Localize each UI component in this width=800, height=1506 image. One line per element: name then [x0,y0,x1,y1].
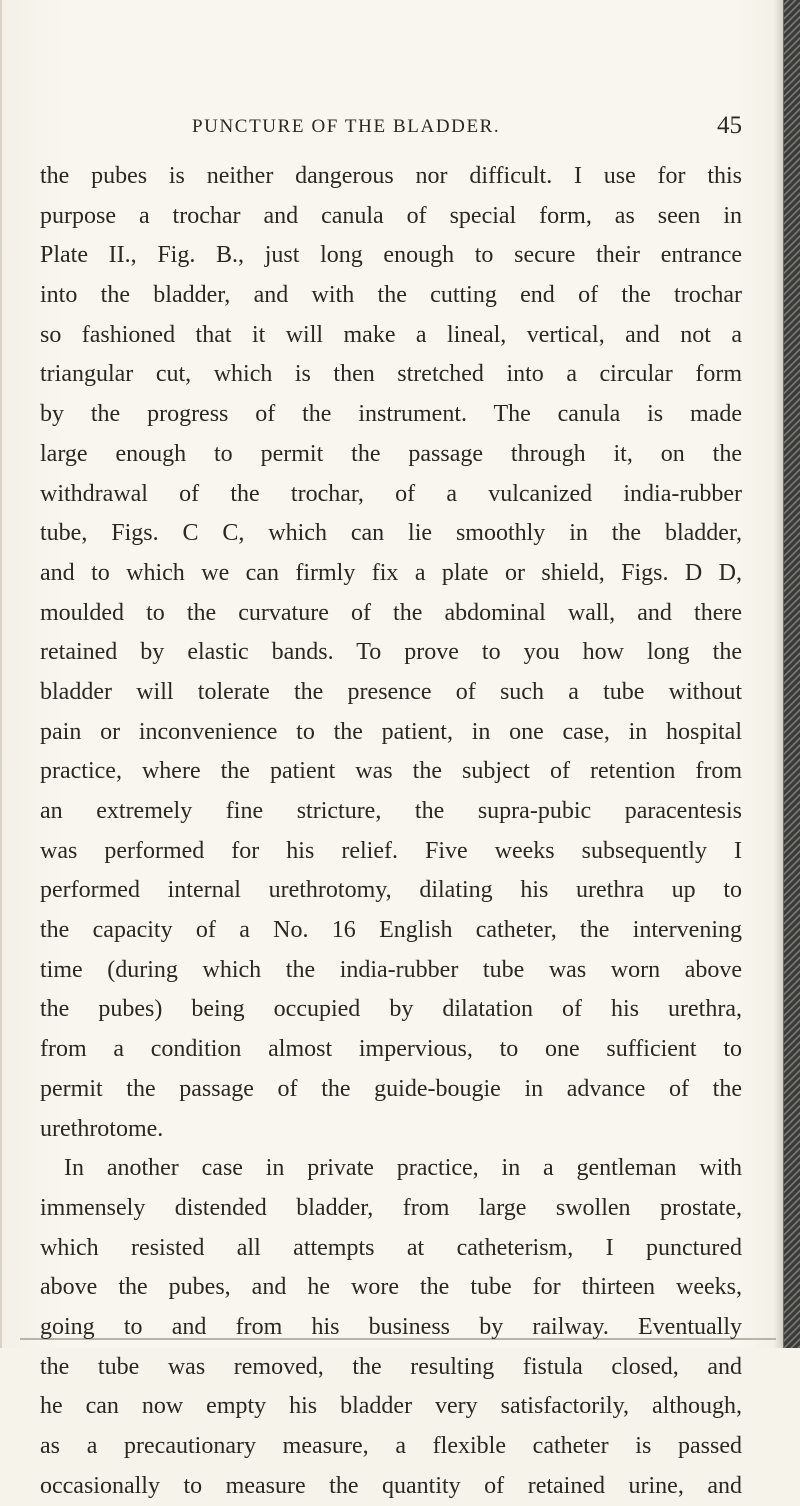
text-line: and to which we can firmly fix a plate or shield, Figs. D D, [40,559,742,586]
text-line: into the bladder, and with the cutting end of the trochar [40,282,742,309]
book-binding-edge [783,0,800,1348]
page-left-edge [0,0,2,1348]
text-line: an extremely fine stricture, the supra-pubic paracentesis [40,798,742,824]
text-line: as a precautionary measure, a flexible catheter is passed [40,1433,742,1459]
text-line: the pubes) being occupied by dilatation of his urethra, [40,996,742,1023]
text-line: the pubes is neither dangerous nor difficult. I use for this [40,163,742,189]
text-line: pain or inconvenience to the patient, in one case, in hospital [40,718,742,745]
body-text [40,157,742,1506]
text-line: the capacity of a No. 16 English catheter, the intervening [40,917,742,944]
running-title: PUNCTURE OF THE BLADDER. [192,116,501,137]
text-line: by the progress of the instrument. The canula is made [40,401,742,428]
text-line: In another case in private practice, in a gentleman with [64,1155,742,1182]
text-line: retained by elastic bands. To prove to you how long the [40,639,742,666]
text-line: bladder will tolerate the presence of such a tube without [40,678,742,705]
text-line: urethrotome. [40,1115,164,1142]
text-line: the tube was removed, the resulting fistula closed, and [40,1353,742,1380]
text-line: moulded to the curvature of the abdominal wall, and there [40,599,742,626]
text-line: performed internal urethrotomy, dilating his urethra up to [40,877,742,904]
text-line: time (during which the india-rubber tube was worn above [40,956,742,983]
text-line: going to and from his business by railway. Eventually [40,1313,742,1340]
text-line: so fashioned that it will make a lineal, vertical, and not a [40,321,742,348]
text-line: withdrawal of the trochar, of a vulcanized india-rubber [40,480,742,507]
running-head [40,113,742,143]
text-line: triangular cut, which is then stretched into a circular form [40,361,742,388]
text-line: above the pubes, and he wore the tube for thirteen weeks, [40,1274,742,1301]
text-line: practice, where the patient was the subject of retention from [40,758,742,785]
text-line: from a condition almost impervious, to one sufficient to [40,1036,742,1063]
text-line: tube, Figs. C C, which can lie smoothly in the bladder, [40,520,742,547]
text-line: large enough to permit the passage through it, on the [40,440,742,467]
text-line: Plate II., Fig. B., just long enough to secure their entrance [40,242,742,269]
text-line: permit the passage of the guide-bougie in advance of the [40,1075,742,1102]
text-line: he can now empty his bladder very satisfactorily, although, [40,1393,742,1420]
text-line: was performed for his relief. Five weeks subsequently I [40,837,742,864]
text-line: occasionally to measure the quantity of retained urine, and [40,1472,742,1499]
text-line: which resisted all attempts at catheterism, I punctured [40,1234,742,1261]
page-number: 45 [717,112,742,139]
text-line: purpose a trochar and canula of special form, as seen in [40,202,742,229]
text-line: immensely distended bladder, from large swollen prostate, [40,1194,742,1221]
